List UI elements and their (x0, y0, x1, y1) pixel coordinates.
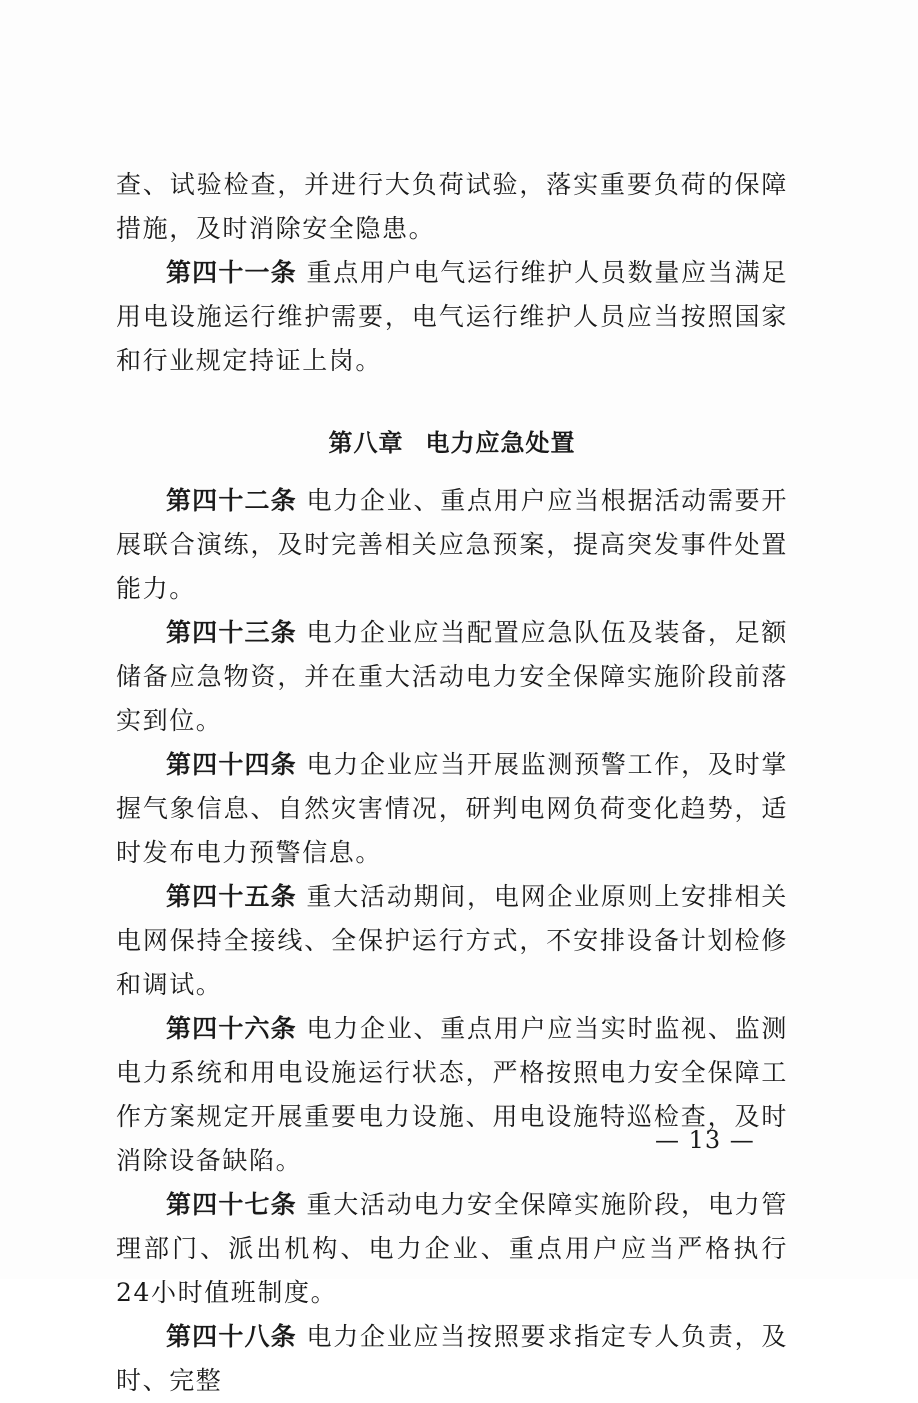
article-44 (116, 743, 788, 875)
article-43 (116, 611, 788, 743)
chapter-heading (116, 421, 788, 465)
article-label: 第四十一条 (166, 258, 297, 287)
article-label: 第四十二条 (166, 486, 297, 515)
article-label: 第四十六条 (166, 1014, 297, 1043)
page-number: — 13 — (655, 1126, 755, 1154)
article-48 (116, 1315, 788, 1403)
article-label: 第四十三条 (166, 618, 297, 647)
article-45 (116, 875, 788, 1007)
article-label: 第四十五条 (166, 882, 297, 911)
article-text: 电力企业应当开展监测预警工作，及时掌握气象信息、自然灾害情况，研判电网负荷变化趋势，适时发布电力预警信息。 (116, 750, 788, 867)
article-41 (116, 251, 788, 383)
chapter-title: 电力应急处置 (425, 429, 576, 457)
article-label: 第四十四条 (166, 750, 297, 779)
article-text: 重大活动电力安全保障实施阶段，电力管理部门、派出机构、电力企业、重点用户应当严格执行24小时值班制度。 (116, 1190, 788, 1307)
article-text: 重点用户电气运行维护人员数量应当满足用电设施运行维护需要，电气运行维护人员应当按照国家和行业规定持证上岗。 (116, 258, 788, 375)
chapter-number: 第八章 (328, 429, 404, 457)
article-text: 重大活动期间，电网企业原则上安排相关电网保持全接线、全保护运行方式，不安排设备计划检修和调试。 (116, 882, 788, 999)
article-46 (116, 1007, 788, 1183)
article-text: 电力企业应当按照要求指定专人负责，及时、完整 (116, 1322, 788, 1395)
page-body (116, 163, 788, 1403)
article-47 (116, 1183, 788, 1315)
article-text: 电力企业、重点用户应当根据活动需要开展联合演练，及时完善相关应急预案，提高突发事件处置能力。 (116, 486, 788, 603)
article-label: 第四十八条 (166, 1322, 297, 1351)
article-42 (116, 479, 788, 611)
continued-paragraph (116, 163, 788, 251)
article-label: 第四十七条 (166, 1190, 297, 1219)
article-text: 电力企业应当配置应急队伍及装备，足额储备应急物资，并在重大活动电力安全保障实施阶段前落实到位。 (116, 618, 788, 735)
article-text: 电力企业、重点用户应当实时监视、监测电力系统和用电设施运行状态，严格按照电力安全保障工作方案规定开展重要电力设施、用电设施特巡检查，及时消除设备缺陷。 (116, 1014, 788, 1175)
paragraph-text: 查、试验检查，并进行大负荷试验，落实重要负荷的保障措施，及时消除安全隐患。 (116, 170, 788, 243)
